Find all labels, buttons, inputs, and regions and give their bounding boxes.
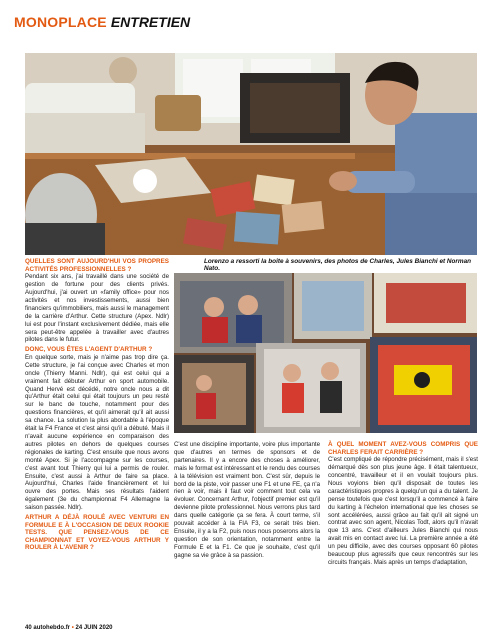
footer-separator: • bbox=[71, 625, 74, 631]
subsection-label: ENTRETIEN bbox=[110, 14, 191, 30]
page-number: 40 bbox=[25, 625, 32, 631]
question-heading: DONC, VOUS ÊTES L'AGENT D'ARTHUR ? bbox=[25, 346, 153, 354]
text-column-3 bbox=[328, 441, 478, 567]
question-heading: QUELLES SONT AUJOURD'HUI VOS PROPRES ACTIVITÉS PROFESSIONNELLES ? bbox=[25, 258, 169, 273]
magazine-name: autohebdo.fr bbox=[33, 625, 71, 631]
answer-paragraph: En quelque sorte, mais je n'aime pas trop dire ça. Cette structure, je l'ai conçue avec Charles et mon oncle (Thierry Manni. Ndlr), qui est celui qui a vraiment fait débuter Arthur en sport automobile. Quand Hervé est décédé, notre oncle nous a dit qu'Arthur était celui qui était toujours un peu resté sur le banc de touche, notamment pour des questions financières, et qu'il aimerait qu'il ait aussi sa chance. La solution la plus abordable à l'époque était la F4 France et c'est ainsi qu'il a débuté. Mais il n'avait aucune expérience en comparaison des autres pilotes en dehors de quelques courses régionales de karting. C'est ensuite que nous avons monté Apex. Si je l'accompagne sur les courses, c'est avant tout Thierry qui lui a permis de rouler. Ensuite, c'est aussi à Arthur de faire sa place. Aujourd'hui, Charles l'aide financièrement et lui ouvre des portes. Mais ses résultats l'aident également (3e du championnat F4 Allemagne la saison passée. Ndlr). bbox=[25, 353, 169, 512]
memorabilia-photo bbox=[174, 273, 477, 433]
section-header bbox=[14, 14, 190, 36]
memorabilia-photo-illustration bbox=[174, 273, 477, 433]
question-heading: ARTHUR A DÉJÀ ROULÉ AVEC VENTURI EN FORMULE E À L'OCCASION DE DEUX ROOKIE TESTS. QUE PENSEZ-VOUS DE CE CHAMPIONNAT ET VOYEZ-VOUS ARTHUR Y ROULER À L'AVENIR ? bbox=[25, 514, 169, 552]
issue-date: 24 JUIN 2020 bbox=[75, 625, 113, 631]
text-column-1 bbox=[25, 258, 169, 552]
answer-paragraph: C'est une discipline importante, voire plus importante que d'autres en termes de sponsors et de partenaires. Il y a encore des choses à améliorer, mais le format est intéressant et le rendu des courses à la télévision est vraiment bon. C'est sûr, depuis le bord de la piste, voir passer une F1 et une FE, ça n'a rien à voir, mais il faut voir comment tout cela va évoluer. Concernant Arthur, l'objectif premier est qu'il devienne pilote professionnel. Nous verrons plus tard dans quelle catégorie ça se fera. À court terme, s'il pouvait accéder à la FIA F3, ce serait très bien. Ensuite, il y a la F2, puis nous nous poserons alors la question de son orientation, notamment entre la Formule E et la F1. Ce que je souhaite, c'est qu'il gagne sa vie grâce à sa passion. bbox=[174, 441, 320, 559]
interview-photo-illustration bbox=[25, 53, 477, 255]
answer-paragraph: C'est compliqué de répondre précisément, mais il s'est démarqué dès son plus jeune âge. Il était talentueux, concentré, travailleur et il en voulait toujours plus. Nous voyions bien qu'il disposait de toutes les caractéristiques propres à quelqu'un qui a du talent. Je pense toutefois que c'est lorsqu'il a commencé à faire du karting à l'échelon international que les choses se sont accélérées, aussi grâce au fait qu'il ait signé un contrat avec son agent, Nicolas Todt, alors qu'il n'avait que 13 ans. C'est d'ailleurs Jules Bianchi qui nous avait mis en contact avec lui. La première année a été un peu difficile, avec des courses opposant 60 pilotes beaucoup plus agressifs que ceux rencontrés sur les circuits français. Mais après un temps d'adaptation, bbox=[328, 456, 478, 566]
answer-paragraph: Pendant six ans, j'ai travaillé dans une société de gestion de fortune pour des clients privés. Aujourd'hui, j'ai ouvert un «family office» pour nos activités et nos investissements, aussi bien financiers qu'immobiliers, mais aussi le management de la carrière d'Arthur. Cette structure (Apex. Ndlr) lui est pour l'instant exclusivement dédiée, mais elle sera peut-être appelée à travailler avec d'autres pilotes dans le futur. bbox=[25, 273, 169, 344]
interview-photo bbox=[25, 53, 477, 255]
page-footer bbox=[25, 625, 113, 631]
text-column-2 bbox=[174, 441, 320, 560]
section-label: MONOPLACE bbox=[14, 14, 107, 30]
question-heading: À QUEL MOMENT AVEZ-VOUS COMPRIS QUE CHARLES FERAIT CARRIÈRE ? bbox=[328, 441, 478, 456]
photo-caption: Lorenzo a ressorti la boîte à souvenirs, des photos de Charles, Jules Bianchi et Norman Nato. bbox=[204, 258, 472, 272]
